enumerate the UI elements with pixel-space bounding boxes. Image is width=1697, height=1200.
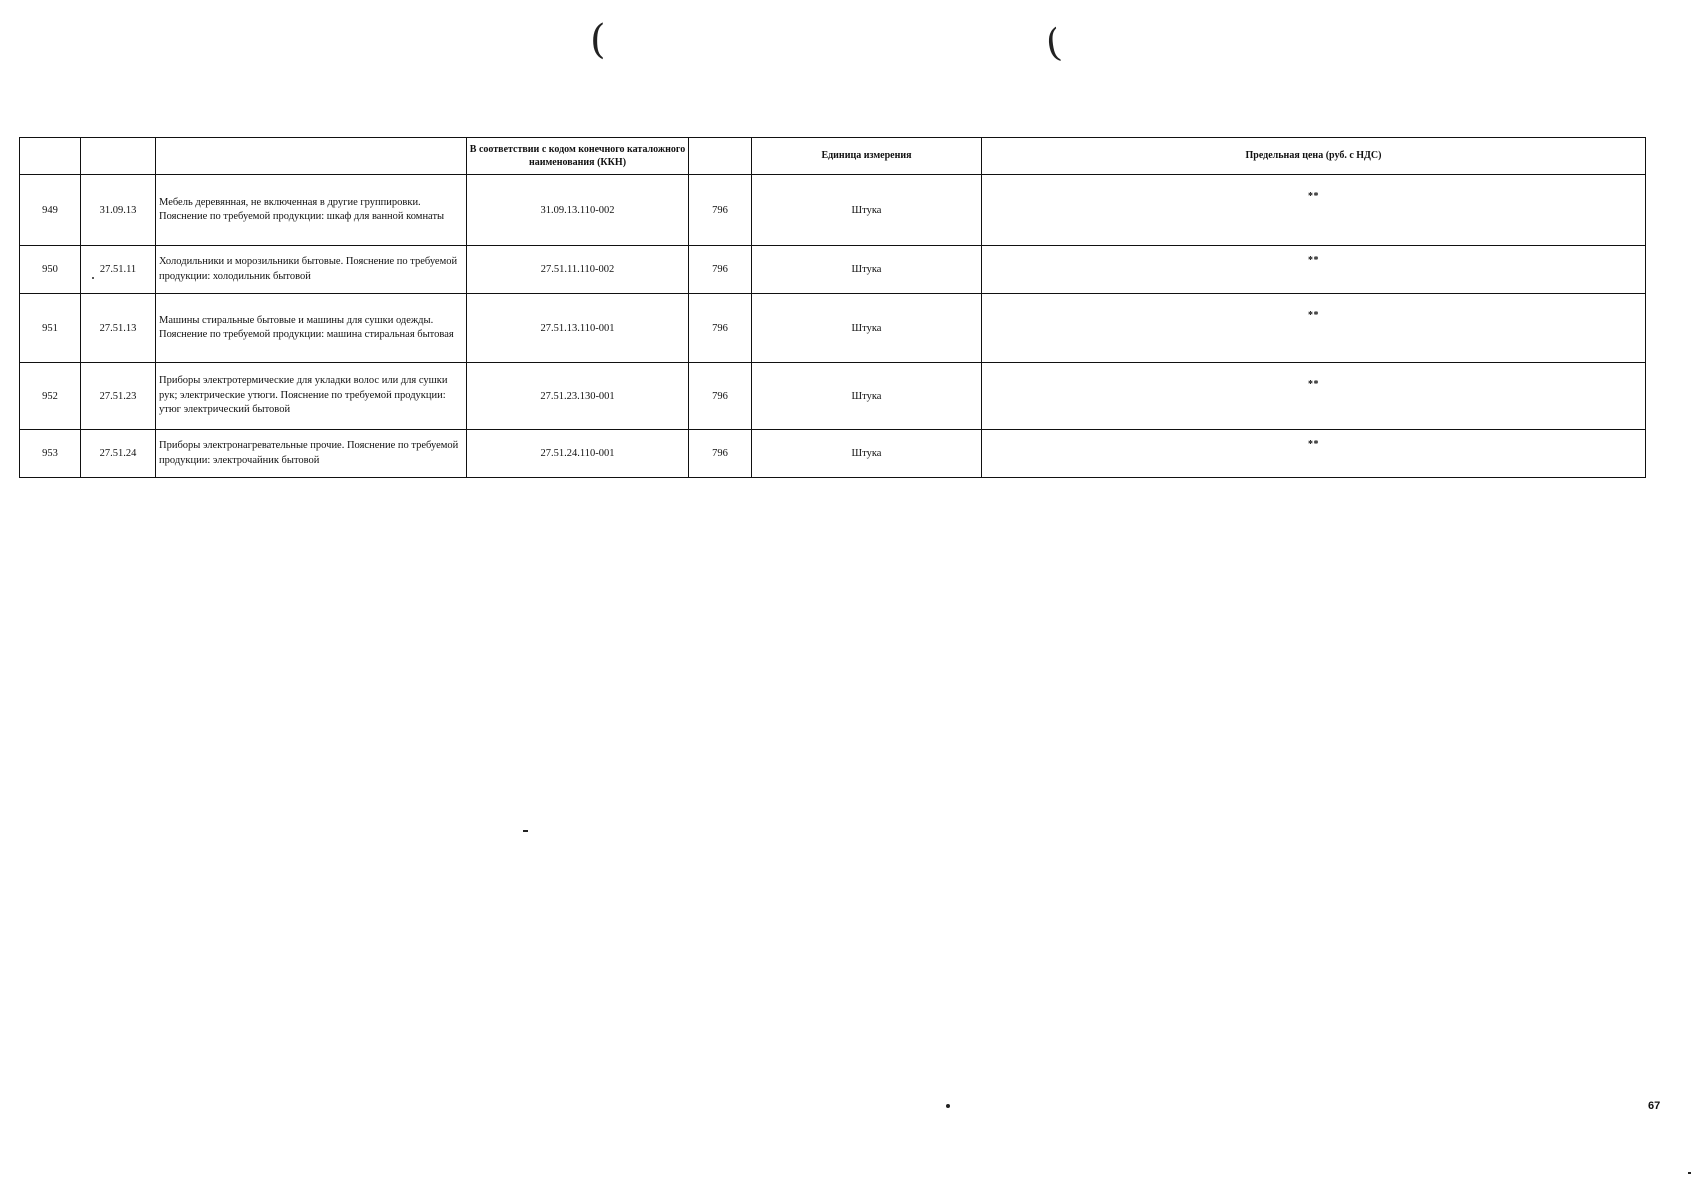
table-row bbox=[20, 175, 1646, 246]
cell-okpd: 27.51.24 bbox=[81, 430, 156, 478]
cell-kkn: 27.51.13.110-001 bbox=[467, 294, 689, 363]
cell-num: 952 bbox=[20, 363, 81, 430]
cell-num: 949 bbox=[20, 175, 81, 246]
cell-okei: 796 bbox=[689, 294, 752, 363]
cell-okei: 796 bbox=[689, 430, 752, 478]
cell-num: 951 bbox=[20, 294, 81, 363]
cell-num: 953 bbox=[20, 430, 81, 478]
header-num bbox=[20, 138, 81, 175]
header-kkn: В соответствии с кодом конечного каталожного наименования (ККН) bbox=[467, 138, 689, 175]
cell-okpd: 27.51.13 bbox=[81, 294, 156, 363]
scan-speck bbox=[1688, 1172, 1691, 1174]
cell-kkn: 27.51.23.130-001 bbox=[467, 363, 689, 430]
cell-unit: Штука bbox=[752, 246, 982, 294]
cell-price: ** bbox=[982, 430, 1646, 478]
cell-num: 950 bbox=[20, 246, 81, 294]
cell-price: ** bbox=[982, 363, 1646, 430]
cell-okei: 796 bbox=[689, 175, 752, 246]
table-header-row bbox=[20, 138, 1646, 175]
header-name bbox=[156, 138, 467, 175]
cell-name: Мебель деревянная, не включенная в другие группировки. Пояснение по требуемой продукции: шкаф для ванной комнаты bbox=[156, 175, 467, 246]
cell-unit: Штука bbox=[752, 363, 982, 430]
table-row bbox=[20, 246, 1646, 294]
cell-price: ** bbox=[982, 175, 1646, 246]
cell-price: ** bbox=[982, 246, 1646, 294]
cell-okpd: 27.51.23 bbox=[81, 363, 156, 430]
price-table bbox=[19, 137, 1646, 478]
table-row bbox=[20, 430, 1646, 478]
scan-speck bbox=[946, 1104, 950, 1108]
scan-bracket-mark-left: ( bbox=[590, 17, 606, 63]
header-okpd bbox=[81, 138, 156, 175]
cell-okei: 796 bbox=[689, 363, 752, 430]
cell-name: Машины стиральные бытовые и машины для сушки одежды. Пояснение по требуемой продукции: машина стиральная бытовая bbox=[156, 294, 467, 363]
scan-bracket-mark-right: ( bbox=[1043, 20, 1064, 66]
cell-name: Приборы электронагревательные прочие. Пояснение по требуемой продукции: электрочайник бытовой bbox=[156, 430, 467, 478]
table-row bbox=[20, 363, 1646, 430]
cell-unit: Штука bbox=[752, 294, 982, 363]
cell-price: ** bbox=[982, 294, 1646, 363]
table-row bbox=[20, 294, 1646, 363]
cell-okpd: 27.51.11 bbox=[81, 246, 156, 294]
cell-kkn: 27.51.11.110-002 bbox=[467, 246, 689, 294]
header-price: Предельная цена (руб. с НДС) bbox=[982, 138, 1646, 175]
cell-kkn: 27.51.24.110-001 bbox=[467, 430, 689, 478]
scan-speck bbox=[523, 830, 528, 832]
cell-okpd: 31.09.13 bbox=[81, 175, 156, 246]
cell-kkn: 31.09.13.110-002 bbox=[467, 175, 689, 246]
header-okei bbox=[689, 138, 752, 175]
cell-okei: 796 bbox=[689, 246, 752, 294]
header-unit: Единица измерения bbox=[752, 138, 982, 175]
cell-name: Холодильники и морозильники бытовые. Пояснение по требуемой продукции: холодильник бытовой bbox=[156, 246, 467, 294]
cell-unit: Штука bbox=[752, 175, 982, 246]
cell-name: Приборы электротермические для укладки волос или для сушки рук; электрические утюги. Пояснение по требуемой продукции: утюг электрический бытовой bbox=[156, 363, 467, 430]
page-number: 67 bbox=[1648, 1100, 1661, 1112]
cell-unit: Штука bbox=[752, 430, 982, 478]
